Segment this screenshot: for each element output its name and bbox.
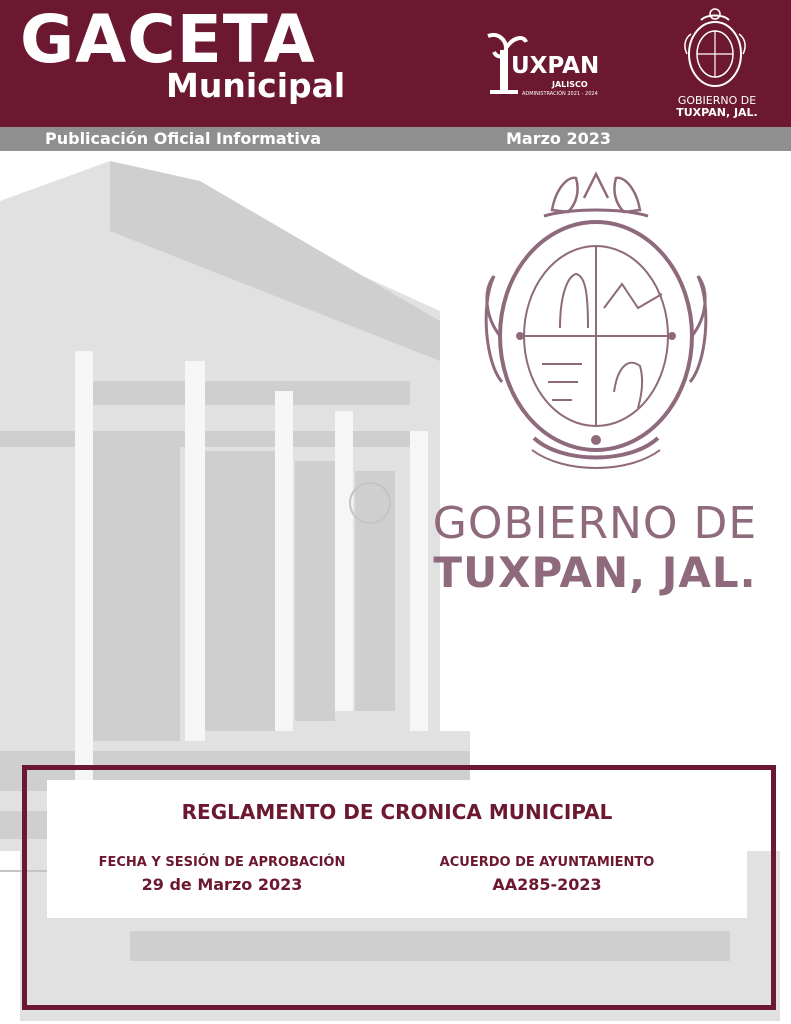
approval-date-value: 29 de Marzo 2023 [141, 875, 303, 894]
agreement-label: ACUERDO DE AYUNTAMIENTO [439, 855, 655, 870]
header-gov-line1: GOBIERNO DE [677, 94, 757, 107]
cover-government-title [400, 500, 790, 598]
tuxpan-brand-state: JALISCO [552, 80, 588, 89]
publication-date: Marzo 2023 [506, 129, 612, 148]
publication-band [0, 127, 791, 151]
gazette-subtitle: Municipal [166, 66, 346, 105]
header-government-label [662, 95, 772, 119]
gazette-title: GACETA [20, 1, 316, 78]
header-bar [0, 0, 791, 127]
municipal-seal-large-icon [472, 168, 720, 478]
approval-date-block [77, 854, 367, 896]
document-title: REGLAMENTO DE CRONICA MUNICIPAL [181, 800, 613, 824]
publication-type: Publicación Oficial Informativa [45, 129, 322, 148]
approval-date-label: FECHA Y SESIÓN DE APROBACIÓN [98, 855, 346, 870]
tuxpan-brand-name: UXPAN [511, 53, 600, 79]
cover-gov-line2: TUXPAN, JAL. [433, 548, 757, 597]
document-info-panel [47, 780, 747, 918]
cover-gov-line1: GOBIERNO DE [432, 498, 758, 549]
header-gov-line2: TUXPAN, JAL. [676, 106, 758, 119]
tuxpan-brand-admin: ADMINISTRACIÓN 2021 - 2024 [522, 91, 598, 97]
municipal-seal-small-icon [683, 6, 747, 90]
agreement-block [417, 854, 677, 896]
agreement-value: AA285-2023 [492, 875, 602, 894]
